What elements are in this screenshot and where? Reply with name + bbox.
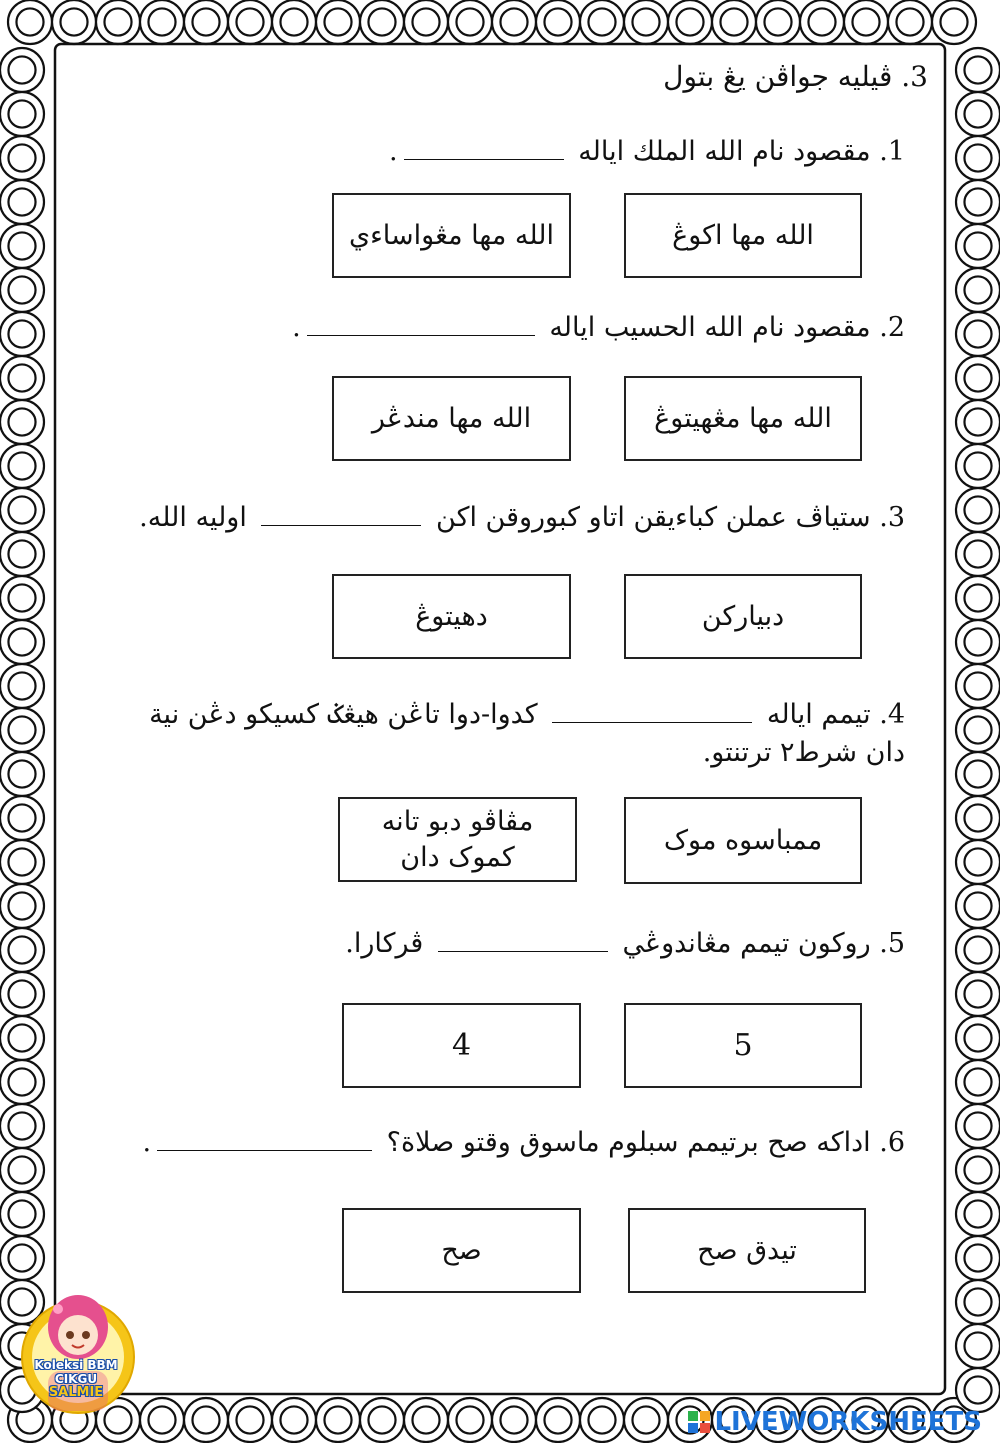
frame-scallop (324, 1406, 351, 1433)
option-6b[interactable]: صح (342, 1208, 581, 1293)
frame-scallop (8, 408, 35, 435)
frame-scallop (280, 8, 307, 35)
frame-scallop (368, 8, 395, 35)
answer-blank[interactable] (157, 1126, 372, 1151)
question-end: اوليه الله. (139, 502, 247, 533)
frame-scallop (964, 56, 991, 83)
frame-scallop (964, 584, 991, 611)
option-3a[interactable]: دبيارکن (624, 574, 862, 659)
frame-scallop (964, 936, 991, 963)
question-text: تيمم اياله (766, 699, 871, 730)
question-text: مقصود نام الله الملك اياله (578, 136, 871, 167)
frame-scallop (964, 1244, 991, 1271)
frame-scallop (8, 540, 35, 567)
frame-scallop (8, 364, 35, 391)
option-5b[interactable]: 4 (342, 1003, 581, 1088)
frame-scallop (8, 1024, 35, 1051)
frame-scallop (8, 1200, 35, 1227)
frame-scallop (964, 980, 991, 1007)
question-number: 6. (879, 1127, 905, 1158)
option-4a[interactable]: ممباسوه موک (624, 797, 862, 884)
frame-scallop (544, 1406, 571, 1433)
frame-scallop (964, 188, 991, 215)
question-1 (389, 133, 905, 171)
badge-line2: CIKGU (54, 1372, 98, 1386)
option-2a[interactable]: الله مها مڠهيتوڠ (624, 376, 862, 461)
frame-scallop (8, 1244, 35, 1271)
question-2 (292, 309, 905, 347)
frame-scallop (8, 452, 35, 479)
answer-blank[interactable] (438, 927, 608, 952)
answer-blank[interactable] (307, 311, 535, 336)
frame-scallop (500, 8, 527, 35)
question-text: اداکه صح برتيمم سبلوم ماسوق وقتو صلاة؟ (386, 1127, 871, 1158)
frame-scallop (964, 716, 991, 743)
frame-scallop (412, 8, 439, 35)
frame-scallop (964, 1068, 991, 1095)
frame-scallop (324, 8, 351, 35)
frame-scallop (964, 848, 991, 875)
frame-scallop (8, 320, 35, 347)
badge-label (16, 1358, 136, 1400)
frame-scallop (412, 1406, 439, 1433)
frame-scallop (8, 804, 35, 831)
frame-scallop (964, 1112, 991, 1139)
frame-scallop (964, 804, 991, 831)
frame-scallop (8, 760, 35, 787)
frame-scallop (236, 8, 263, 35)
frame-scallop (280, 1406, 307, 1433)
section-title: 3. ڤيليه جواڤن يڠ بتول (663, 60, 928, 93)
question-text: ستياڤ عملن كباءيقن اتاو كبوروقن اكن (436, 502, 871, 533)
frame-scallop (964, 760, 991, 787)
frame-scallop (16, 8, 43, 35)
option-1a[interactable]: الله مها اکوڠ (624, 193, 862, 278)
frame-scallop (8, 892, 35, 919)
frame-scallop (588, 8, 615, 35)
question-5 (345, 925, 905, 963)
frame-scallop (8, 1112, 35, 1139)
question-end: ڤرکارا. (345, 928, 424, 959)
frame-scallop (148, 8, 175, 35)
frame-scallop (964, 540, 991, 567)
frame-scallop (8, 716, 35, 743)
frame-scallop (500, 1406, 527, 1433)
frame-scallop (964, 1332, 991, 1359)
frame-scallop (8, 1068, 35, 1095)
frame-scallop (8, 672, 35, 699)
frame-scallop (964, 364, 991, 391)
frame-scallop (456, 1406, 483, 1433)
badge-line1: Koleksi BBM (34, 1358, 118, 1372)
answer-blank[interactable] (552, 698, 752, 723)
frame-scallop (964, 1376, 991, 1403)
badge-line3: SALMIE (48, 1385, 104, 1400)
frame-scallop (148, 1406, 175, 1433)
frame-scallop (192, 8, 219, 35)
question-end: . (389, 136, 398, 167)
option-5a[interactable]: 5 (624, 1003, 862, 1088)
frame-scallop (964, 1200, 991, 1227)
frame-scallop (764, 8, 791, 35)
frame-scallop (588, 1406, 615, 1433)
answer-blank[interactable] (261, 501, 421, 526)
option-2b[interactable]: الله مها مندڠر (332, 376, 571, 461)
frame-scallop (964, 892, 991, 919)
frame-scallop (8, 100, 35, 127)
option-6a[interactable]: تيدق صح (628, 1208, 866, 1293)
question-end: . (292, 312, 301, 343)
frame-scallop (8, 56, 35, 83)
frame-scallop (964, 1288, 991, 1315)
frame-scallop (192, 1406, 219, 1433)
question-6 (142, 1124, 905, 1162)
frame-scallop (236, 1406, 263, 1433)
watermark-text: LIVEWORKSHEETS (714, 1407, 982, 1437)
frame-scallop (964, 320, 991, 347)
frame-scallop (964, 232, 991, 259)
frame-scallop (964, 1156, 991, 1183)
frame-scallop (8, 232, 35, 259)
frame-scallop (964, 628, 991, 655)
frame-scallop (368, 1406, 395, 1433)
frame-scallop (964, 496, 991, 523)
frame-scallop (8, 584, 35, 611)
frame-scallop (60, 8, 87, 35)
frame-scallop (632, 1406, 659, 1433)
question-text: مقصود نام الله الحسيب اياله (549, 312, 871, 343)
option-4b[interactable]: مڤاڤو دبو تانه کموک دان (338, 797, 577, 882)
question-4 (105, 696, 905, 772)
frame-scallop (852, 8, 879, 35)
frame-scallop (676, 8, 703, 35)
frame-scallop (8, 980, 35, 1007)
question-text: روکون تيمم مڠاندوڠي (622, 928, 871, 959)
frame-scallop (8, 188, 35, 215)
frame-scallop (896, 8, 923, 35)
option-1b[interactable]: الله مها مڠواساءي (332, 193, 571, 278)
question-end: . (142, 1127, 152, 1158)
frame-scallop (964, 276, 991, 303)
frame-scallop (964, 100, 991, 127)
frame-scallop (964, 144, 991, 171)
frame-scallop (964, 1024, 991, 1051)
frame-scallop (720, 8, 747, 35)
liveworksheets-logo-icon (688, 1411, 710, 1433)
answer-blank[interactable] (404, 135, 564, 160)
question-number: 2. (879, 312, 905, 343)
frame-scallop (8, 936, 35, 963)
frame-scallop (456, 8, 483, 35)
question-number: 1. (879, 136, 905, 167)
frame-scallop (8, 144, 35, 171)
question-number: 5. (879, 928, 905, 959)
frame-scallop (8, 276, 35, 303)
frame-scallop (964, 672, 991, 699)
frame-scallop (104, 8, 131, 35)
question-number: 4. (879, 699, 905, 730)
frame-scallop (8, 1156, 35, 1183)
option-3b[interactable]: دهيتوڠ (332, 574, 571, 659)
frame-scallop (964, 408, 991, 435)
frame-scallop (8, 628, 35, 655)
question-end: كدوا-دوا تاڠن هيڠݢ كسيكو دڠن نية دان شرط٢ ترتنتو. (149, 699, 905, 768)
frame-scallop (808, 8, 835, 35)
frame-scallop (940, 8, 967, 35)
frame-scallop (544, 8, 571, 35)
question-number: 3. (879, 502, 905, 533)
question-3 (139, 499, 905, 537)
frame-scallop (964, 452, 991, 479)
frame-scallop (8, 848, 35, 875)
frame-scallop (632, 8, 659, 35)
frame-scallop (8, 496, 35, 523)
liveworksheets-watermark (688, 1406, 982, 1438)
